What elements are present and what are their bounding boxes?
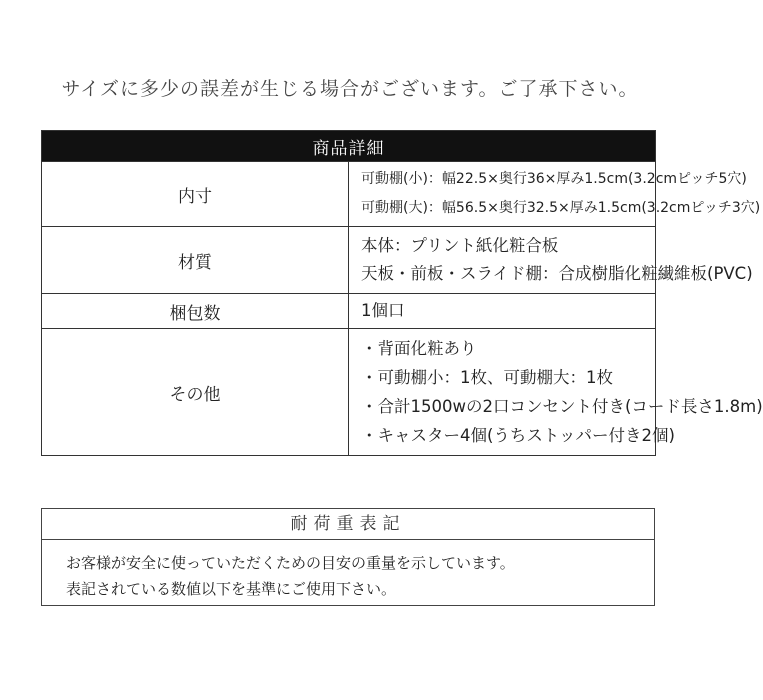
row-label-material: 材質 — [42, 227, 349, 294]
load-capacity-line: 表記されている数値以下を基準にご使用下さい。 — [66, 580, 397, 598]
other-item-shelves: ・可動棚小：1枚、可動棚大：1枚 — [361, 368, 613, 387]
row-label-other: その他 — [42, 329, 349, 456]
other-item-back-finish: ・背面化粧あり — [361, 339, 477, 358]
other-item-outlet: ・合計1500wの2口コンセント付き(コード長さ1.8m) — [361, 397, 763, 416]
row-label-package-count: 梱包数 — [42, 294, 349, 329]
table-row — [42, 227, 656, 294]
product-details-table — [41, 130, 763, 456]
load-capacity-box — [41, 508, 655, 606]
size-tolerance-notice: サイズに多少の誤差が生じる場合がございます。ご了承下さい。 — [61, 78, 639, 100]
product-details-header: 商品詳細 — [42, 131, 656, 162]
other-item-casters: ・キャスター4個(うちストッパー付き2個) — [361, 426, 675, 445]
row-label-inner-size: 内寸 — [42, 162, 349, 227]
row-value-package-count — [349, 294, 656, 329]
load-capacity-title: 耐荷重表記 — [42, 509, 654, 540]
shelf-large-size: 可動棚(大)：幅56.5×奥行32.5×厚み1.5cm(3.2cmピッチ3穴) — [361, 200, 761, 216]
table-row — [42, 329, 656, 456]
load-capacity-line: お客様が安全に使っていただくための目安の重量を示しています。 — [66, 554, 515, 572]
table-row — [42, 162, 656, 227]
row-value-material — [349, 227, 753, 294]
row-value-inner-size — [349, 162, 761, 227]
shelf-small-size: 可動棚(小)：幅22.5×奥行36×厚み1.5cm(3.2cmピッチ5穴) — [361, 171, 747, 187]
package-count: 1個口 — [361, 301, 405, 320]
load-capacity-body — [42, 540, 654, 602]
table-row — [42, 294, 656, 329]
row-value-other — [349, 329, 763, 456]
material-top: 天板・前板・スライド棚：合成樹脂化粧繊維板(PVC) — [361, 264, 753, 283]
material-body: 本体：プリント紙化粧合板 — [361, 236, 559, 255]
